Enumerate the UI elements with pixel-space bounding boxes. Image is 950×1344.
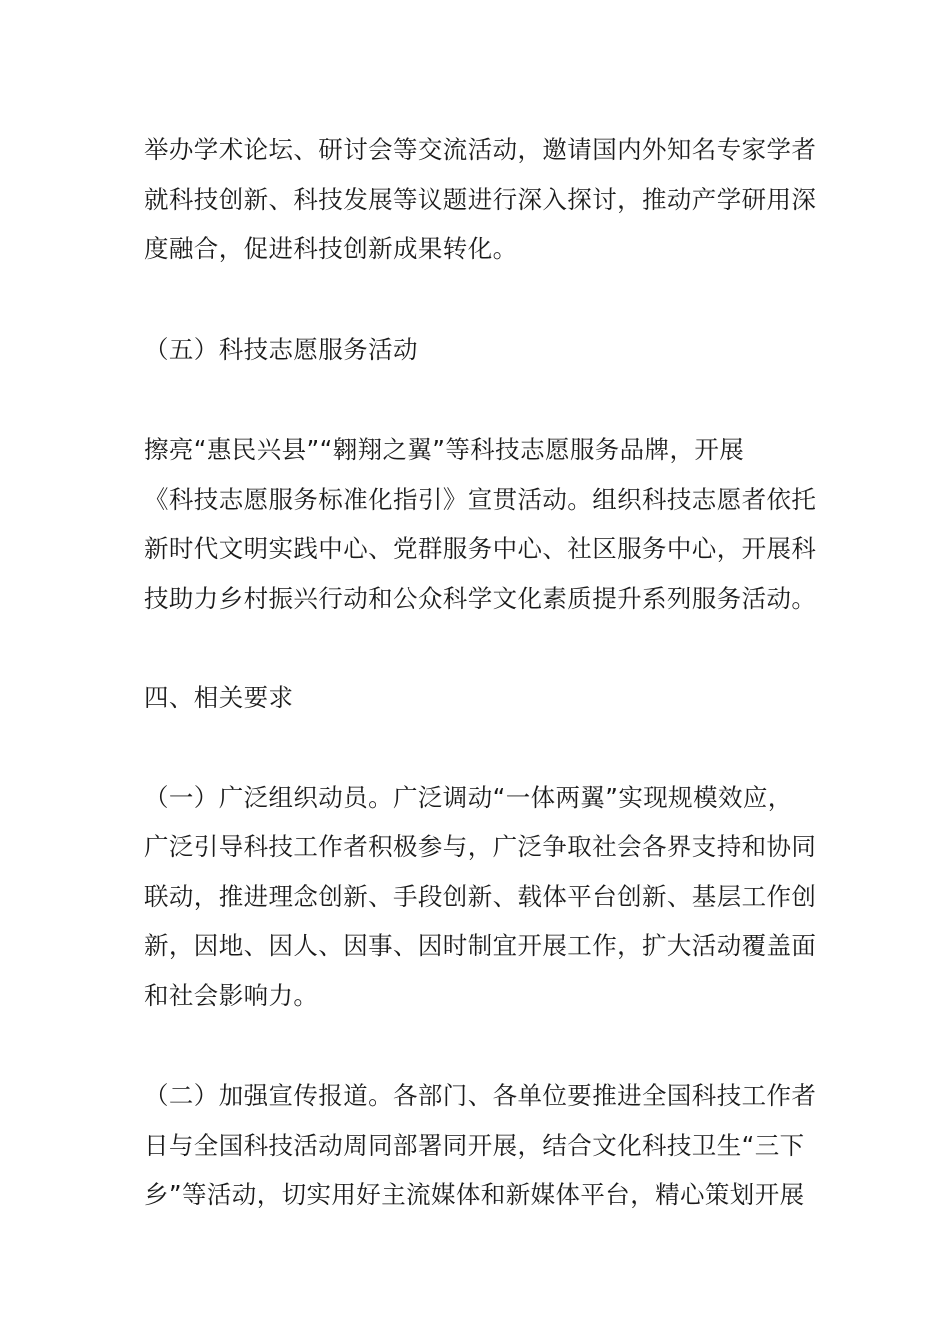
text-line: 擦亮“惠民兴县”“翱翔之翼”等科技志愿服务品牌，开展	[144, 435, 745, 464]
text-line: 乡”等活动，切实用好主流媒体和新媒体平台，精心策划开展	[144, 1180, 805, 1209]
text-line: 联动，推进理念创新、手段创新、载体平台创新、基层工作创	[144, 882, 817, 911]
text-line: 新时代文明实践中心、党群服务中心、社区服务中心，开展科	[144, 534, 817, 563]
text-line: 技助力乡村振兴行动和公众科学文化素质提升系列服务活动。	[144, 584, 817, 613]
text-line: 举办学术论坛、研讨会等交流活动，邀请国内外知名专家学者	[144, 135, 817, 164]
text-line: 度融合，促进科技创新成果转化。	[144, 234, 518, 263]
text-line: （一）广泛组织动员。广泛调动“一体两翼”实现规模效应，	[144, 783, 793, 812]
text-line: 和社会影响力。	[144, 981, 319, 1010]
text-line: （二）加强宣传报道。各部门、各单位要推进全国科技工作者	[144, 1081, 817, 1110]
text-line: 就科技创新、科技发展等议题进行深入探讨，推动产学研用深	[144, 185, 817, 214]
text-line: 《科技志愿服务标准化指引》宣贯活动。组织科技志愿者依托	[144, 485, 817, 514]
section-heading-requirements: 四、相关要求	[144, 683, 294, 712]
text-line: 新，因地、因人、因事、因时制宜开展工作，扩大活动覆盖面	[144, 931, 817, 960]
text-line: 日与全国科技活动周同部署同开展，结合文化科技卫生“三下	[144, 1131, 805, 1160]
subheading-volunteer-service: （五）科技志愿服务活动	[144, 335, 418, 364]
text-line: 广泛引导科技工作者积极参与，广泛争取社会各界支持和协同	[144, 832, 817, 861]
